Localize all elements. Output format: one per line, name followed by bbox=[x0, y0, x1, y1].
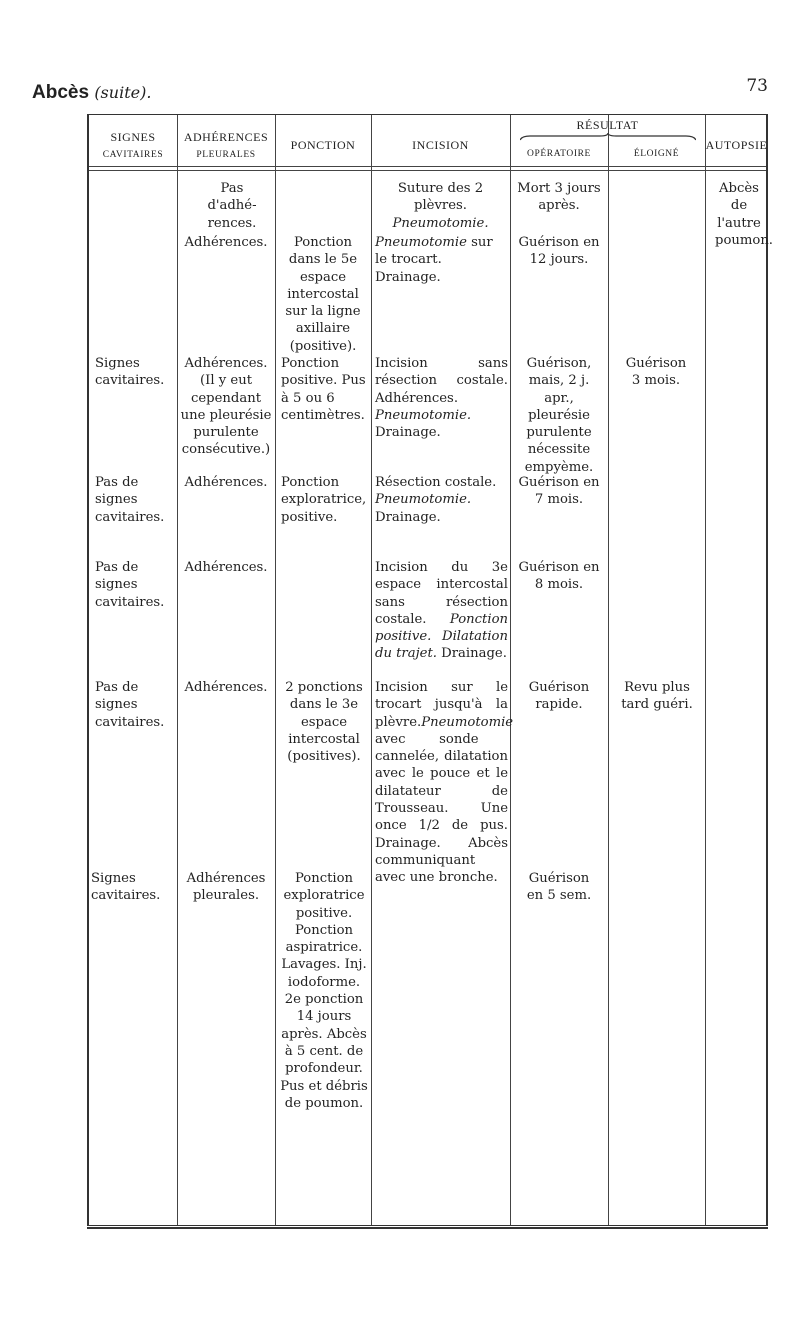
row2-incision: Pneumotomie sur le trocart. Drainage. bbox=[375, 235, 493, 285]
row5-signes: Pas de signes cavitaires. bbox=[95, 560, 165, 610]
row3-ponction: Ponction positive. Pus à 5 ou 6 centimètres. bbox=[281, 356, 366, 423]
row5-operatoire: Guérison en 8 mois. bbox=[518, 560, 600, 593]
row6-signes: Pas de signes cavitaires. bbox=[95, 680, 165, 730]
row5-incision: Incision du 3e espace intercostal sans résection costale. Ponction positive. Dilatation du trajet. Drainage. bbox=[375, 560, 508, 662]
row4-adherences: Adhérences. bbox=[184, 475, 268, 490]
row3-signes: Signes cavitaires. bbox=[95, 356, 165, 389]
header-operatoire: OPÉRATOIRE bbox=[527, 149, 591, 159]
running-head-suffix: (suite). bbox=[94, 83, 152, 102]
running-head-title: Abcès bbox=[32, 82, 90, 103]
row1-incision: Suture des 2 plèvres. Pneumotomie. bbox=[392, 181, 489, 231]
header-autopsie: AUTOPSIE bbox=[705, 138, 768, 152]
row5-adherences: Adhérences. bbox=[184, 560, 268, 575]
row7-ponction: Ponction exploratrice positive. Ponction aspiratrice. Lavages. Inj. iodoforme. 2e ponction 14 jours après. Abcès à 5 cent. de profondeur. Pus et débris de poumon. bbox=[280, 871, 368, 1111]
row3-operatoire: Guérison, mais, 2 j. apr., pleurésie purulente nécessite empyème. bbox=[524, 356, 594, 475]
row6-adherences: Adhérences. bbox=[184, 680, 268, 695]
header-incision: INCISION bbox=[412, 138, 469, 152]
row4-signes: Pas de signes cavitaires. bbox=[95, 475, 165, 525]
row4-operatoire: Guérison en 7 mois. bbox=[518, 475, 600, 508]
row7-operatoire: Guérison en 5 sem. bbox=[526, 871, 592, 904]
row2-ponction: Ponction dans le 5e espace intercostal sur la ligne axillaire (positive). bbox=[285, 235, 361, 354]
header-adherences: ADHÉRENCES PLEURALES bbox=[183, 130, 269, 161]
resultat-brace bbox=[520, 133, 696, 143]
row7-signes: Signes cavitaires. bbox=[91, 871, 161, 904]
row2-adherences: Adhérences. bbox=[184, 235, 268, 250]
row7-adherences: Adhérences pleurales. bbox=[186, 871, 266, 904]
row6-operatoire: Guérison rapide. bbox=[528, 680, 590, 713]
row6-incision: Incision sur le trocart jusqu'à la plèvre.Pneumotomie avec sonde cannelée, dilatation avec le pouce et le dilatateur de Trousseau. Une once 1/2 de pus. Drainage. Abcès communiquant avec une bronche. bbox=[375, 680, 514, 886]
header-resultat: RÉSULTAT bbox=[576, 118, 639, 132]
row6-eloigne: Revu plus tard guéri. bbox=[621, 680, 693, 713]
row2-operatoire: Guérison en 12 jours. bbox=[518, 235, 600, 268]
header-eloigne: ÉLOIGNÉ bbox=[633, 149, 680, 159]
row1-operatoire: Mort 3 jours après. bbox=[517, 181, 601, 214]
row4-incision: Résection costale. Pneumotomie. Drainage. bbox=[375, 475, 497, 525]
row1-adherences: Pas d'adhé-rences. bbox=[207, 181, 257, 231]
page-number: 73 bbox=[746, 76, 768, 96]
row1-autopsie: Abcès de l'autre poumon. bbox=[715, 181, 774, 248]
header-signes: SIGNES CAVITAIRES bbox=[102, 130, 164, 161]
row4-ponction: Ponction exploratrice, positive. bbox=[281, 475, 367, 525]
header-ponction: PONCTION bbox=[290, 138, 356, 152]
row3-incision: Incision sans résection costale. Adhérences. Pneumotomie. Drainage. bbox=[375, 356, 508, 441]
row3-adherences: Adhérences. (Il y eut cependant une pleurésie purulente consécutive.) bbox=[180, 356, 272, 458]
row6-ponction: 2 ponctions dans le 3e espace intercostal (positives). bbox=[285, 680, 363, 765]
row3-eloigne: Guérison 3 mois. bbox=[625, 356, 687, 389]
case-table bbox=[87, 114, 774, 1226]
running-head bbox=[32, 82, 151, 104]
